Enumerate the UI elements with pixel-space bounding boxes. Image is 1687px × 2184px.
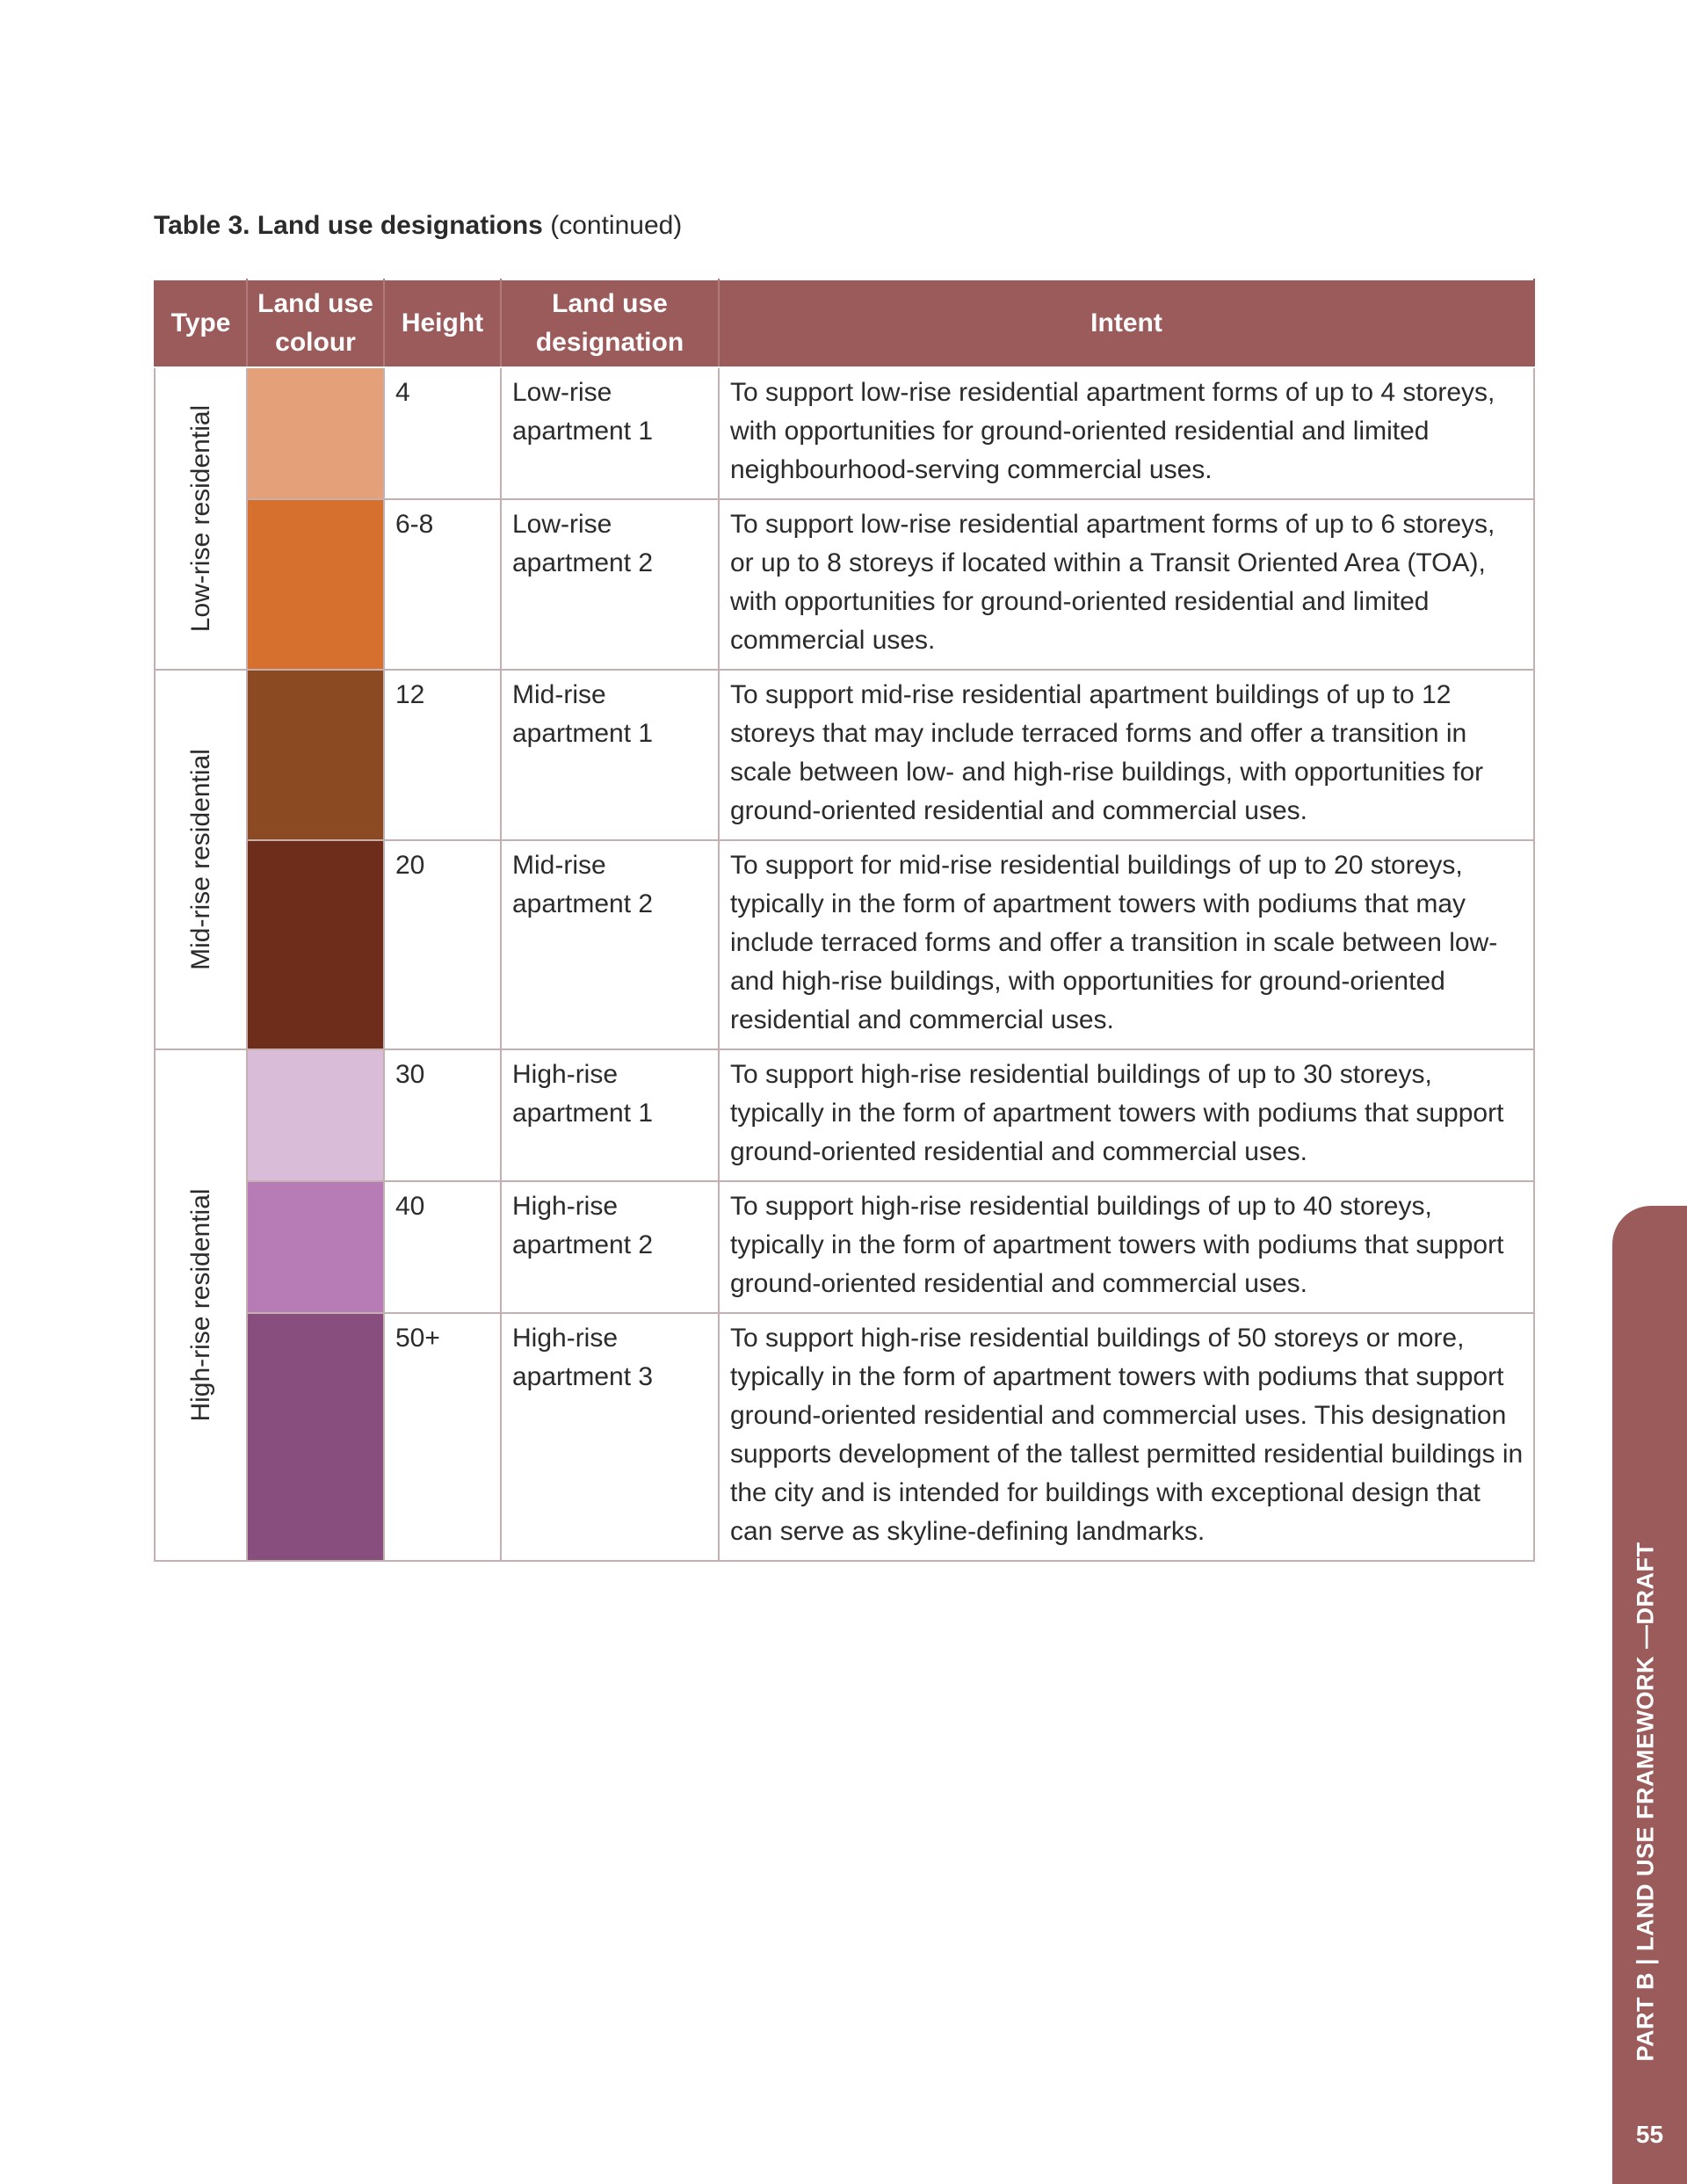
height-cell: 12 — [384, 670, 501, 840]
colour-swatch — [247, 840, 384, 1049]
type-label: High-rise residential — [185, 1188, 215, 1422]
height-cell: 40 — [384, 1181, 501, 1313]
height-cell: 4 — [384, 367, 501, 499]
designation-cell: Low-rise apartment 2 — [501, 499, 719, 670]
colour-swatch — [247, 1181, 384, 1313]
table-row — [155, 367, 1534, 499]
intent-cell: To support for mid-rise residential buildings of up to 20 storeys, typically in the form of apartment towers with podiums that may include terraced forms and offer a transition in scale between low- and high-rise buildings, with opportunities for ground-oriented residential and commercial uses. — [719, 840, 1534, 1049]
land-use-table — [154, 279, 1535, 1562]
height-cell: 20 — [384, 840, 501, 1049]
type-label: Low-rise residential — [185, 404, 215, 633]
intent-cell: To support high-rise residential buildings of up to 40 storeys, typically in the form of apartment towers with podiums that support ground-oriented residential and commercial uses. — [719, 1181, 1534, 1313]
designation-cell: High-rise apartment 3 — [501, 1313, 719, 1561]
designation-cell: High-rise apartment 2 — [501, 1181, 719, 1313]
table-row — [155, 840, 1534, 1049]
colour-swatch — [247, 499, 384, 670]
height-cell: 6-8 — [384, 499, 501, 670]
header-land-use-designation: Land use designation — [501, 279, 719, 367]
table-row — [155, 1181, 1534, 1313]
designation-cell: High-rise apartment 1 — [501, 1049, 719, 1181]
intent-cell: To support low-rise residential apartment forms of up to 6 storeys, or up to 8 storeys if located within a Transit Oriented Area (TOA), with opportunities for ground-oriented residential and limited commercial uses. — [719, 499, 1534, 670]
table-caption — [154, 211, 682, 241]
table-row — [155, 1049, 1534, 1181]
colour-swatch — [247, 670, 384, 840]
designation-cell: Mid-rise apartment 2 — [501, 840, 719, 1049]
page-number: 55 — [1635, 2121, 1664, 2148]
table-row — [155, 499, 1534, 670]
type-cell-mid-rise — [155, 670, 247, 1049]
type-label: Mid-rise residential — [185, 749, 215, 970]
designation-cell: Mid-rise apartment 1 — [501, 670, 719, 840]
table-row — [155, 1313, 1534, 1561]
colour-swatch — [247, 1313, 384, 1561]
intent-cell: To support high-rise residential buildings of up to 30 storeys, typically in the form of apartment towers with podiums that support ground-oriented residential and commercial uses. — [719, 1049, 1534, 1181]
table-header-row — [155, 279, 1534, 367]
intent-cell: To support mid-rise residential apartment buildings of up to 12 storeys that may include terraced forms and offer a transition in scale between low- and high-rise buildings, with opportunities for ground-oriented residential and commercial uses. — [719, 670, 1534, 840]
header-type: Type — [155, 279, 247, 367]
table-caption-title: Table 3. Land use designations — [154, 211, 543, 240]
type-cell-low-rise — [155, 367, 247, 670]
header-intent: Intent — [719, 279, 1534, 367]
section-label: PART B | LAND USE FRAMEWORK —DRAFT — [1632, 1542, 1659, 2062]
designation-cell: Low-rise apartment 1 — [501, 367, 719, 499]
header-height: Height — [384, 279, 501, 367]
height-cell: 50+ — [384, 1313, 501, 1561]
colour-swatch — [247, 367, 384, 499]
intent-cell: To support low-rise residential apartment forms of up to 4 storeys, with opportunities for ground-oriented residential and limited neighbourhood-serving commercial uses. — [719, 367, 1534, 499]
header-land-use-colour: Land use colour — [247, 279, 384, 367]
intent-cell: To support high-rise residential buildings of 50 storeys or more, typically in the form of apartment towers with podiums that support ground-oriented residential and commercial uses. This designation supports development of the tallest permitted residential buildings in the city and is intended for buildings with exceptional design that can serve as skyline-defining landmarks. — [719, 1313, 1534, 1561]
height-cell: 30 — [384, 1049, 501, 1181]
colour-swatch — [247, 1049, 384, 1181]
type-cell-high-rise — [155, 1049, 247, 1561]
table-row — [155, 670, 1534, 840]
table-caption-suffix: (continued) — [542, 211, 683, 240]
